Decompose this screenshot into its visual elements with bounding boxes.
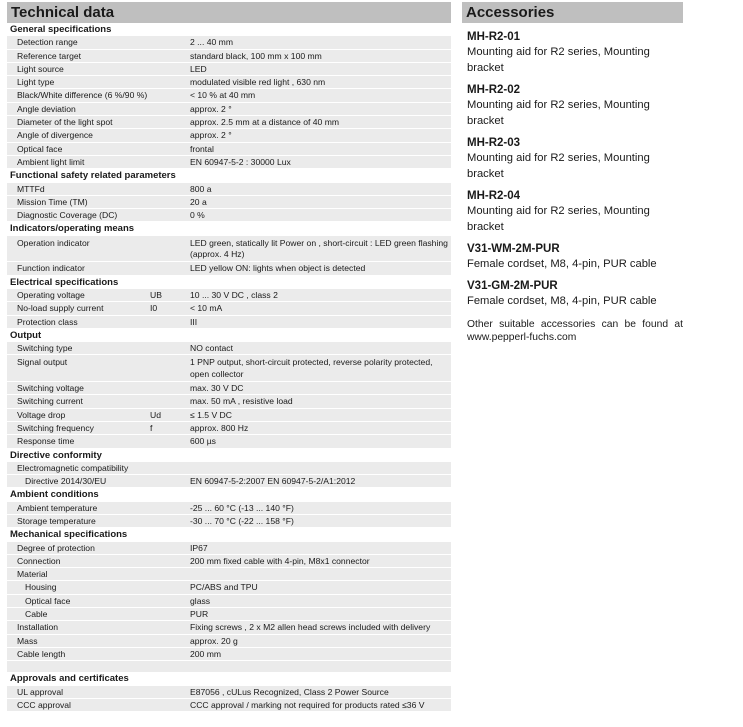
spec-row-operating-voltage <box>7 289 451 302</box>
spec-symbol <box>150 262 190 274</box>
spec-row-switching-voltage <box>7 382 451 395</box>
section-heading-ambient-conditions: Ambient conditions <box>7 488 451 501</box>
spec-label: Detection range <box>17 37 78 48</box>
spec-value: 200 mm fixed cable with 4-pin, M8x1 connector <box>190 555 370 566</box>
spec-row-ul-approval <box>7 686 451 699</box>
spec-symbol <box>150 342 190 354</box>
spec-symbol <box>150 156 190 168</box>
section-heading-output: Output <box>7 329 451 342</box>
spec-label: Switching voltage <box>17 383 84 394</box>
spec-label: Protection class <box>17 316 78 327</box>
spec-row-ambient-temperature <box>7 502 451 515</box>
spec-value: LED green, statically lit Power on , short-circuit : LED green flashing (approx. 4 Hz) <box>190 237 448 260</box>
spec-symbol <box>150 129 190 141</box>
spec-row-optical-face <box>7 143 451 156</box>
spec-label: UL approval <box>17 686 64 697</box>
spec-symbol <box>150 515 190 527</box>
spec-label: Diameter of the light spot <box>17 117 113 128</box>
accessory-item <box>462 30 683 76</box>
spec-label: Angle deviation <box>17 103 76 114</box>
accessory-code: MH-R2-03 <box>467 137 521 149</box>
spec-row-cable <box>7 608 451 621</box>
spec-value: III <box>190 316 198 327</box>
spec-symbol <box>150 621 190 633</box>
spec-label: Signal output <box>17 357 68 368</box>
spec-value: NO contact <box>190 343 233 354</box>
spec-row-housing <box>7 581 451 594</box>
spec-row-operation-indicator <box>7 236 451 263</box>
spec-label: Cable length <box>17 648 66 659</box>
spec-symbol <box>150 568 190 580</box>
spec-label: Switching frequency <box>17 422 94 433</box>
spec-row-connection <box>7 555 451 568</box>
spec-row-function-indicator <box>7 262 451 275</box>
spec-row-response-time <box>7 435 451 448</box>
spec-row-degree-of-protection <box>7 542 451 555</box>
accessory-description: Mounting aid for R2 series, Mounting bracket <box>467 46 650 74</box>
spec-row-installation <box>7 621 451 634</box>
spec-value: < 10 mA <box>190 303 223 314</box>
spec-symbol <box>150 316 190 328</box>
accessory-code: V31-WM-2M-PUR <box>467 243 560 255</box>
spec-symbol <box>150 196 190 208</box>
spec-row-voltage-drop <box>7 409 451 422</box>
spec-label: Storage temperature <box>17 515 96 526</box>
spec-value: LED yellow ON: lights when object is detected <box>190 263 366 274</box>
spec-row-no-load-supply-current <box>7 302 451 315</box>
spec-row-black-white-difference-6-90 <box>7 89 451 102</box>
spec-symbol <box>150 143 190 155</box>
spec-value: 0 % <box>190 210 205 221</box>
spec-row-protection-class <box>7 316 451 329</box>
spec-label: Mission Time (TM) <box>17 196 88 207</box>
spec-label: Operating voltage <box>17 289 85 300</box>
spec-symbol <box>150 502 190 514</box>
spec-label: Degree of protection <box>17 542 95 553</box>
section-heading-approvals-and-certificates: Approvals and certificates <box>7 672 451 685</box>
spec-value: modulated visible red light , 630 nm <box>190 77 326 88</box>
spec-label: CCC approval <box>17 699 71 710</box>
spec-label: Diagnostic Coverage (DC) <box>17 210 118 221</box>
spec-symbol <box>150 63 190 75</box>
spec-label: Mass <box>17 635 38 646</box>
spec-value: approx. 20 g <box>190 635 238 646</box>
spec-row-electromagnetic-compatibility <box>7 462 451 475</box>
spec-row-light-source <box>7 63 451 76</box>
spec-symbol <box>150 595 190 607</box>
spec-symbol <box>150 648 190 660</box>
accessory-description: Mounting aid for R2 series, Mounting bracket <box>467 99 650 127</box>
spec-label: Directive 2014/30/EU <box>25 476 107 487</box>
spec-label: Cable <box>25 609 48 620</box>
spec-row-mission-time-tm <box>7 196 451 209</box>
spec-value: LED <box>190 63 207 74</box>
spec-symbol <box>150 581 190 593</box>
spec-label: Light type <box>17 77 55 88</box>
spec-value: -25 ... 60 °C (-13 ... 140 °F) <box>190 502 294 513</box>
spec-row-cable-length <box>7 648 451 661</box>
spec-symbol <box>150 209 190 221</box>
spec-value: standard black, 100 mm x 100 mm <box>190 50 322 61</box>
spec-label: Light source <box>17 63 64 74</box>
spec-symbol: I0 <box>150 303 158 314</box>
accessory-code: MH-R2-02 <box>467 84 521 96</box>
spec-symbol <box>150 435 190 447</box>
accessory-item <box>462 136 683 182</box>
spec-row-directive-2014-30-eu <box>7 475 451 488</box>
spec-row-angle-of-divergence <box>7 129 451 142</box>
spec-value: frontal <box>190 143 214 154</box>
spec-symbol <box>150 50 190 62</box>
accessory-description: Mounting aid for R2 series, Mounting bracket <box>467 205 650 233</box>
spec-value: approx. 2 ° <box>190 103 232 114</box>
spec-value: ≤ 1.5 V DC <box>190 409 232 420</box>
spec-label: Angle of divergence <box>17 130 93 141</box>
accessory-code: MH-R2-01 <box>467 31 521 43</box>
accessory-code: V31-GM-2M-PUR <box>467 280 558 292</box>
spec-label: Black/White difference (6 %/90 %) <box>17 90 148 101</box>
spec-value: max. 50 mA , resistive load <box>190 396 293 407</box>
spec-row-switching-current <box>7 395 451 408</box>
spec-value: max. 30 V DC <box>190 383 244 394</box>
accessory-description: Female cordset, M8, 4-pin, PUR cable <box>467 295 657 307</box>
spec-label: Switching current <box>17 396 83 407</box>
spec-symbol <box>150 382 190 394</box>
spec-symbol <box>150 686 190 698</box>
spec-value: approx. 800 Hz <box>190 422 249 433</box>
spec-symbol <box>150 183 190 195</box>
spec-value: -30 ... 70 °C (-22 ... 158 °F) <box>190 515 294 526</box>
spec-row-mass <box>7 635 451 648</box>
technical-data-table <box>7 23 451 712</box>
spec-row-ambient-light-limit <box>7 156 451 169</box>
spec-value: 10 ... 30 V DC , class 2 <box>190 289 278 300</box>
spec-symbol <box>150 355 190 381</box>
spec-row-optical-face <box>7 595 451 608</box>
spec-value: 20 a <box>190 196 207 207</box>
spec-row-diameter-of-the-light-spot <box>7 116 451 129</box>
spec-value: PUR <box>190 609 209 620</box>
accessory-description: Mounting aid for R2 series, Mounting bracket <box>467 152 650 180</box>
section-heading-directive-conformity: Directive conformity <box>7 449 451 462</box>
accessories-note: Other suitable accessories can be found at www.pepperl-fuchs.com <box>467 319 683 343</box>
spec-label: Installation <box>17 622 59 633</box>
spec-symbol <box>150 76 190 88</box>
spec-value <box>190 462 451 474</box>
spec-symbol <box>150 555 190 567</box>
spec-label: Response time <box>17 436 75 447</box>
spec-row-ccc-approval <box>7 699 451 712</box>
spec-row-mttfd <box>7 183 451 196</box>
accessories-panel <box>462 2 683 344</box>
spec-symbol <box>150 699 190 711</box>
spec-symbol <box>150 103 190 115</box>
accessory-item <box>462 189 683 235</box>
section-spacer <box>7 661 451 672</box>
spec-value: 600 µs <box>190 436 216 447</box>
spec-row-material <box>7 568 451 581</box>
spec-label: Switching type <box>17 343 73 354</box>
spec-value: 2 ... 40 mm <box>190 37 233 48</box>
spec-symbol <box>150 542 190 554</box>
accessory-item <box>462 83 683 129</box>
spec-value: CCC approval / marking not required for products rated ≤36 V <box>190 699 425 710</box>
spec-symbol <box>150 462 190 474</box>
accessories-list <box>462 30 683 309</box>
spec-symbol: f <box>150 422 153 433</box>
spec-row-angle-deviation <box>7 103 451 116</box>
spec-value: 200 mm <box>190 648 222 659</box>
spec-value: 1 PNP output, short-circuit protected, reverse polarity protected, open collector <box>190 357 433 379</box>
technical-data-title: Technical data <box>7 2 451 23</box>
spec-label: Ambient light limit <box>17 156 85 167</box>
spec-label: Operation indicator <box>17 237 90 248</box>
spec-value: IP67 <box>190 542 208 553</box>
section-heading-mechanical-specifications: Mechanical specifications <box>7 528 451 541</box>
accessory-item <box>462 242 683 272</box>
spec-label: MTTFd <box>17 183 45 194</box>
spec-label: Voltage drop <box>17 409 66 420</box>
spec-label: Optical face <box>17 143 63 154</box>
spec-label: Function indicator <box>17 263 85 274</box>
spec-value <box>190 568 451 580</box>
section-heading-general-specifications: General specifications <box>7 23 451 36</box>
spec-row-diagnostic-coverage-dc <box>7 209 451 222</box>
spec-symbol <box>150 89 190 101</box>
spec-value: EN 60947-5-2:2007 EN 60947-5-2/A1:2012 <box>190 476 356 487</box>
spec-label: Ambient temperature <box>17 502 98 513</box>
section-heading-electrical-specifications: Electrical specifications <box>7 276 451 289</box>
spec-symbol <box>150 608 190 620</box>
accessory-code: MH-R2-04 <box>467 190 521 202</box>
section-heading-indicators-operating-means: Indicators/operating means <box>7 222 451 235</box>
spec-row-signal-output <box>7 355 451 382</box>
accessories-title: Accessories <box>462 2 683 23</box>
spec-label: Electromagnetic compatibility <box>17 462 129 473</box>
spec-label: Optical face <box>25 595 71 606</box>
spec-row-reference-target <box>7 50 451 63</box>
spec-row-detection-range <box>7 36 451 49</box>
spec-label: Material <box>17 569 48 580</box>
spec-row-light-type <box>7 76 451 89</box>
spec-symbol <box>150 236 190 262</box>
spec-value: E87056 , cULus Recognized, Class 2 Power Source <box>190 686 389 697</box>
spec-value: glass <box>190 595 211 606</box>
accessory-description: Female cordset, M8, 4-pin, PUR cable <box>467 258 657 270</box>
spec-value: approx. 2 ° <box>190 130 232 141</box>
technical-data-panel <box>7 2 451 712</box>
spec-symbol <box>150 395 190 407</box>
accessory-item <box>462 279 683 309</box>
spec-symbol <box>150 635 190 647</box>
spec-symbol: Ud <box>150 409 161 420</box>
spec-label: Reference target <box>17 50 82 61</box>
spec-symbol: UB <box>150 289 162 300</box>
spec-label: Connection <box>17 555 61 566</box>
spec-row-switching-frequency <box>7 422 451 435</box>
spec-value: < 10 % at 40 mm <box>190 90 256 101</box>
spec-value: EN 60947-5-2 : 30000 Lux <box>190 156 291 167</box>
spec-symbol <box>150 475 190 487</box>
section-heading-functional-safety-related-parameters: Functional safety related parameters <box>7 169 451 182</box>
spec-symbol <box>150 36 190 48</box>
spec-symbol <box>150 116 190 128</box>
spec-value: 800 a <box>190 183 212 194</box>
spec-value: approx. 2.5 mm at a distance of 40 mm <box>190 117 340 128</box>
spec-label: No-load supply current <box>17 303 104 314</box>
spec-value: PC/ABS and TPU <box>190 582 258 593</box>
spec-row-switching-type <box>7 342 451 355</box>
spec-label: Housing <box>25 582 57 593</box>
spec-row-storage-temperature <box>7 515 451 528</box>
spec-value: Fixing screws , 2 x M2 allen head screws included with delivery <box>190 622 431 633</box>
